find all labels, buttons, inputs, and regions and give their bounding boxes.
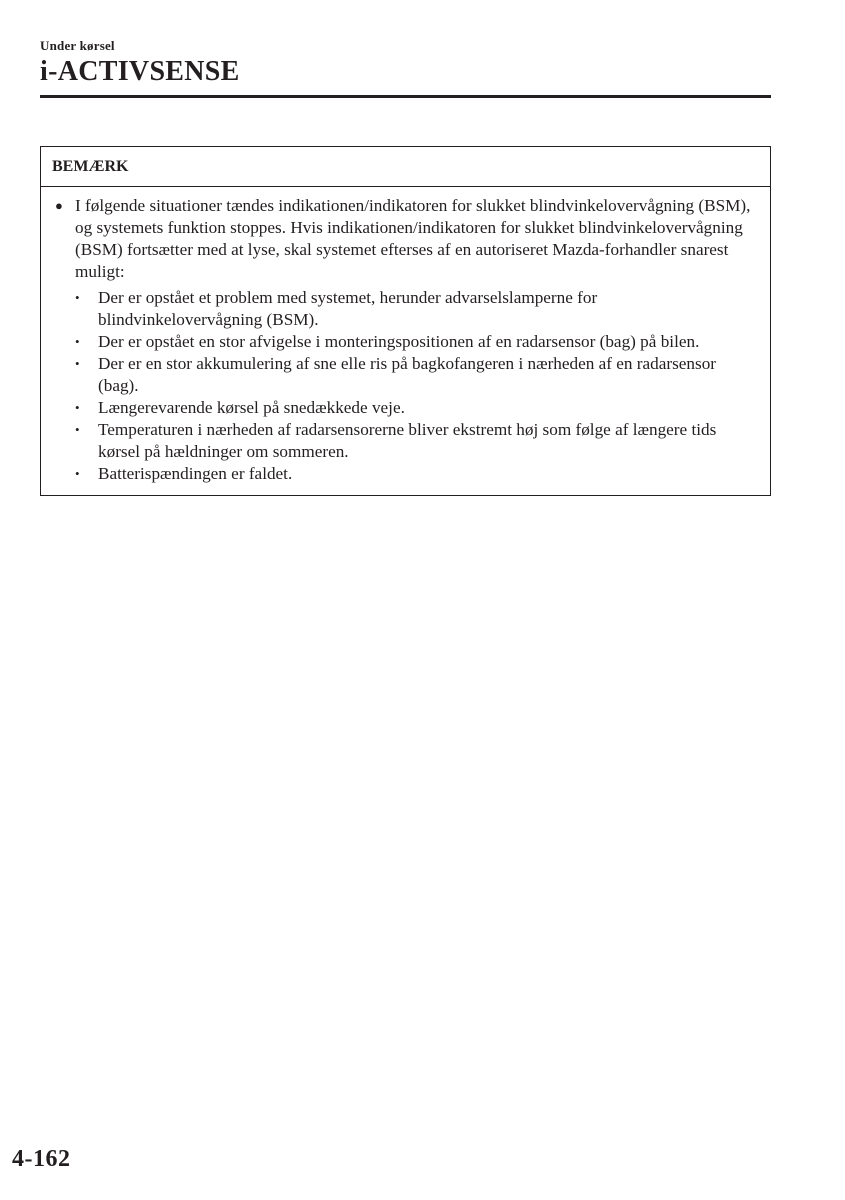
bullet-icon: • bbox=[75, 334, 80, 349]
list-item-text: Temperaturen i nærheden af radarsensorerne bliver ekstremt høj som følge af længere tids kørsel på hældninger om sommeren. bbox=[98, 420, 717, 461]
bullet-icon: • bbox=[75, 290, 80, 305]
list-item-text: Der er opstået et problem med systemet, herunder advarselslamperne for blindvinkelovervågning (BSM). bbox=[98, 288, 598, 329]
note-body bbox=[41, 187, 770, 495]
note-sub-list bbox=[55, 287, 756, 485]
list-item-text: Der er en stor akkumulering af sne elle ris på bagkofangeren i nærheden af en radarsensor (bag). bbox=[98, 354, 717, 395]
list-item bbox=[75, 287, 756, 331]
list-item-text: Batterispændingen er faldet. bbox=[98, 464, 293, 483]
note-main-text: I følgende situationer tændes indikationen/indikatoren for slukket blindvinkelovervågning (BSM), og systemets funktion stoppes. Hvis indikationen/indikatoren for slukket blindvinkelovervågning (BSM) fortsætter med at lyse, skal systemet efterses af en autoriseret Mazda-forhandler snarest muligt: bbox=[75, 196, 751, 281]
list-item bbox=[75, 463, 756, 485]
bullet-icon: • bbox=[75, 356, 80, 371]
section-label: Under kørsel bbox=[40, 38, 115, 53]
list-item bbox=[75, 397, 756, 419]
list-item bbox=[75, 419, 756, 463]
list-item-text: Længerevarende kørsel på snedækkede veje. bbox=[98, 398, 405, 417]
bullet-icon: • bbox=[75, 422, 80, 437]
bullet-icon: • bbox=[75, 400, 80, 415]
page-number: 4-162 bbox=[12, 1146, 71, 1172]
note-main-item bbox=[55, 195, 756, 283]
page-title: i-ACTIVSENSE bbox=[40, 56, 240, 87]
title-divider bbox=[40, 95, 771, 98]
bullet-icon: • bbox=[75, 466, 80, 481]
note-heading: BEMÆRK bbox=[41, 147, 770, 187]
list-item bbox=[75, 331, 756, 353]
bullet-dot-icon: ● bbox=[55, 198, 63, 213]
list-item-text: Der er opstået en stor afvigelse i monteringspositionen af en radarsensor (bag) på bilen. bbox=[98, 332, 700, 351]
note-box bbox=[40, 146, 771, 496]
list-item bbox=[75, 353, 756, 397]
